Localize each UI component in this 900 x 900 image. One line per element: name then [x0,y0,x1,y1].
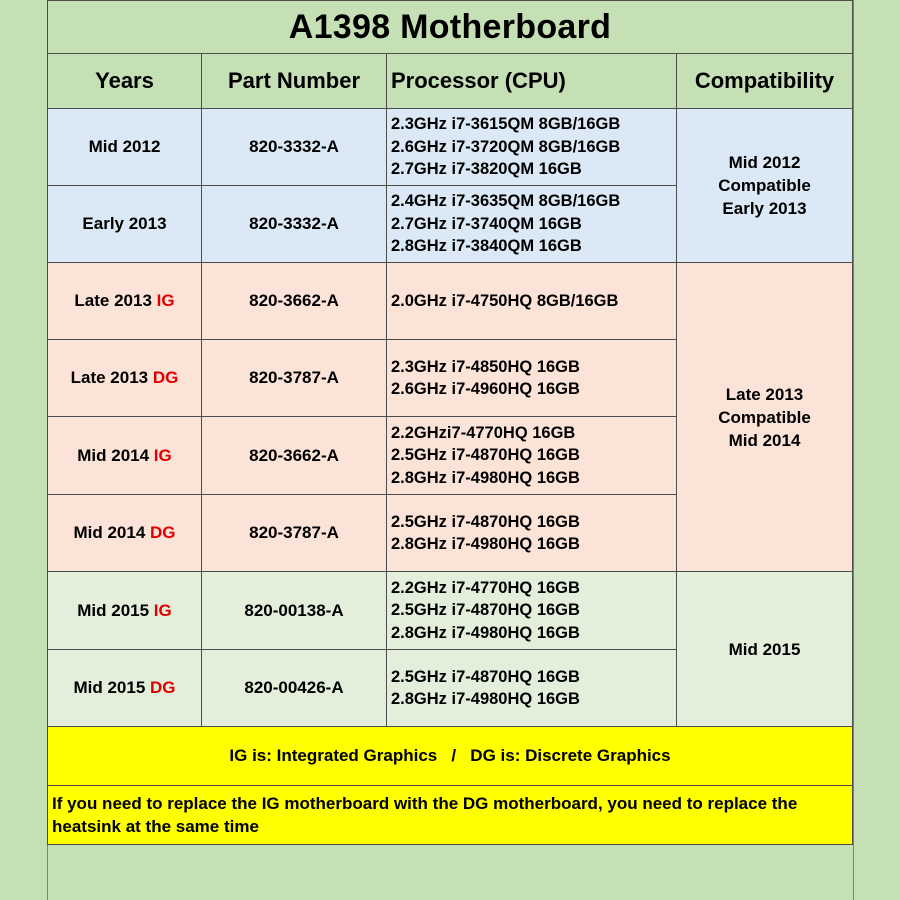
compatibility-cell [676,571,853,727]
processor-cell [386,108,677,186]
graphics-tag: IG [153,600,172,620]
year-cell [47,571,202,650]
header-compatibility: Compatibility [676,53,853,109]
processor-cell [386,262,677,340]
year-cell [47,108,202,186]
part-number-cell: 820-3787-A [201,494,387,572]
year-cell [47,416,202,495]
year-cell [47,339,202,417]
compat-line: Mid 2014 [728,430,801,450]
graphics-tag: DG [150,523,176,542]
heatsink-note: If you need to replace the IG motherboard with the DG motherboard, you need to replace the heatsink at the same time [47,785,853,845]
cpu-line: 2.6GHz i7-3720QM 8GB/16GB [391,137,621,156]
page-title: A1398 Motherboard [47,0,853,54]
year-cell [47,262,202,340]
part-number-cell: 820-3332-A [201,185,387,263]
processor-cell [386,185,677,263]
cpu-line: 2.0GHz i7-4750HQ 8GB/16GB [391,291,619,310]
graphics-tag: DG [150,678,176,697]
cpu-line: 2.8GHz i7-4980HQ 16GB [391,623,580,642]
year-cell [47,649,202,727]
part-number-cell: 820-3787-A [201,339,387,417]
cpu-line: 2.2GHz i7-4770HQ 16GB [391,578,580,597]
cpu-line: 2.8GHz i7-4980HQ 16GB [391,690,580,708]
year-label: Late 2013 [70,368,149,387]
compat-line: Compatible [718,407,811,427]
year-cell [47,494,202,572]
processor-cell [386,649,677,727]
compatibility-cell [676,262,853,572]
year-label: Mid 2015 [73,678,146,697]
processor-cell [386,416,677,495]
compat-line: Mid 2012 [728,153,801,172]
part-number-cell: 820-3332-A [201,108,387,186]
graphics-tag: IG [156,291,175,310]
graphics-tag: IG [153,445,172,465]
cpu-line: 2.6GHz i7-4960HQ 16GB [391,380,580,398]
year-label: Mid 2015 [77,600,150,620]
compat-line: Early 2013 [722,199,807,218]
header-part-number: Part Number [201,53,387,109]
cpu-line: 2.8GHz i7-3840QM 16GB [391,237,582,256]
year-cell [47,185,202,263]
year-label: Mid 2014 [73,523,146,542]
cpu-line: 2.5GHz i7-4870HQ 16GB [391,667,580,686]
cpu-line: 2.3GHz i7-3615QM 8GB/16GB [391,115,621,134]
processor-cell [386,494,677,572]
compatibility-cell [676,108,853,263]
cpu-line: 2.5GHz i7-4870HQ 16GB [391,601,580,620]
part-number-cell: 820-3662-A [201,416,387,495]
compat-line: Compatible [718,176,811,195]
processor-cell [386,339,677,417]
cpu-line: 2.7GHz i7-3740QM 16GB [391,214,582,233]
cpu-line: 2.2GHzi7-4770HQ 16GB [391,423,576,442]
part-number-cell: 820-00138-A [201,571,387,650]
cpu-line: 2.8GHz i7-4980HQ 16GB [391,468,580,487]
graphics-tag: DG [152,368,179,387]
cpu-line: 2.5GHz i7-4870HQ 16GB [391,512,580,531]
compat-line: Mid 2015 [728,639,801,659]
compat-line: Late 2013 [725,384,804,404]
graphics-legend-note: IG is: Integrated Graphics / DG is: Discrete Graphics [47,726,853,786]
header-processor: Processor (CPU) [386,53,677,109]
header-years: Years [47,53,202,109]
cpu-line: 2.3GHz i7-4850HQ 16GB [391,357,580,376]
year-label: Late 2013 [74,291,152,310]
cpu-line: 2.5GHz i7-4870HQ 16GB [391,446,580,465]
part-number-cell: 820-00426-A [201,649,387,727]
processor-cell [386,571,677,650]
cpu-line: 2.4GHz i7-3635QM 8GB/16GB [391,192,621,211]
part-number-cell: 820-3662-A [201,262,387,340]
cpu-line: 2.7GHz i7-3820QM 16GB [391,160,582,179]
year-label: Mid 2012 [88,137,161,156]
year-label: Early 2013 [82,214,167,233]
year-label: Mid 2014 [77,445,150,465]
cpu-line: 2.8GHz i7-4980HQ 16GB [391,535,580,553]
